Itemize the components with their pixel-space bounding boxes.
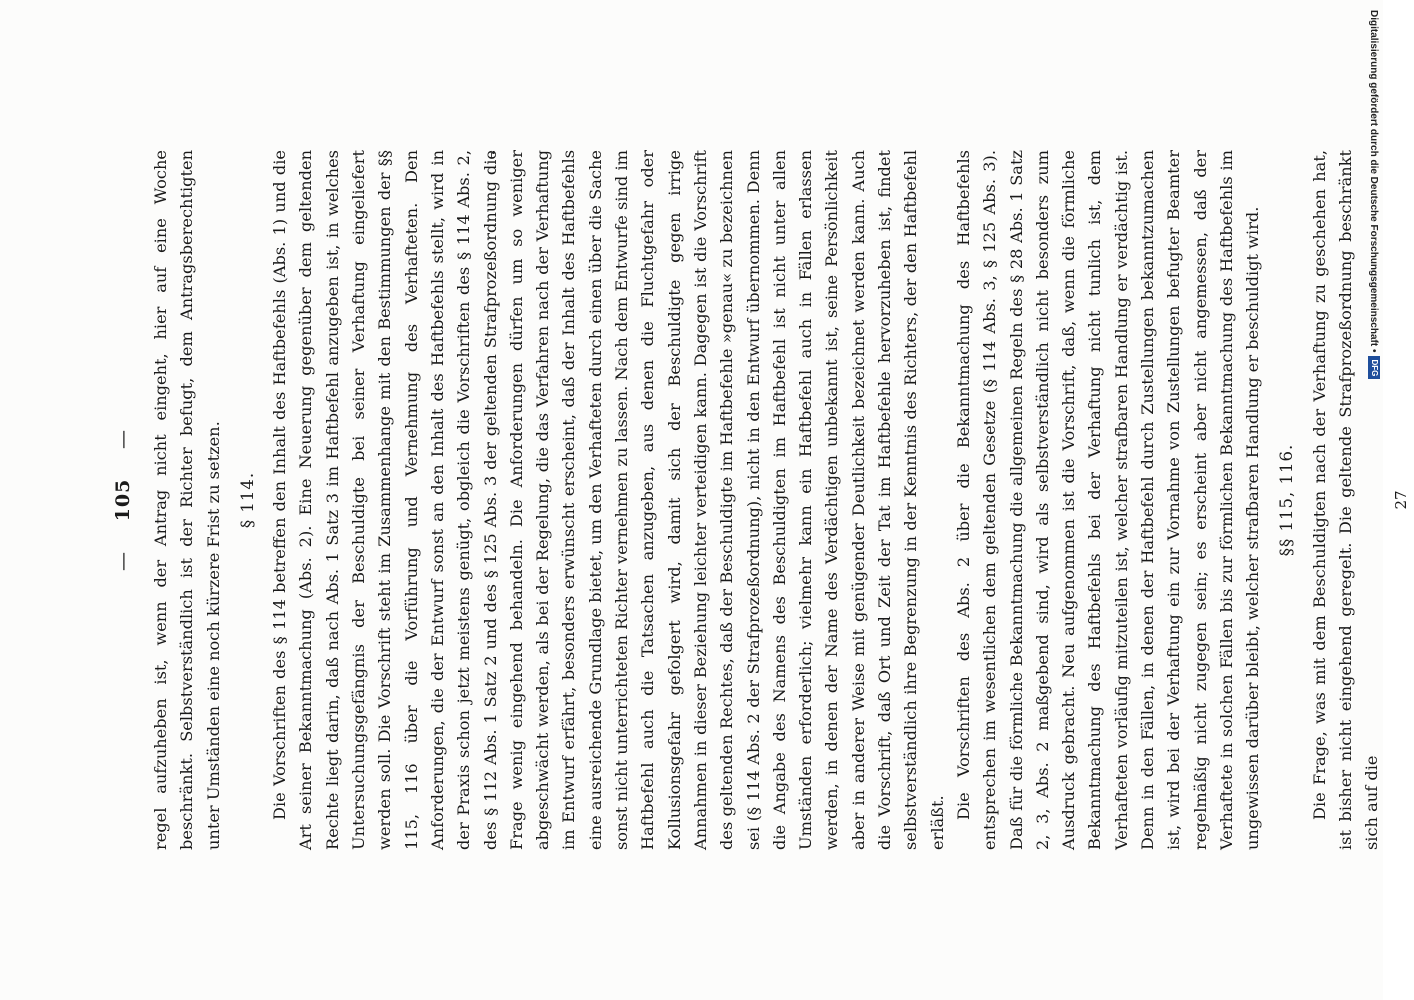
dfg-logo: DFG (1368, 356, 1380, 379)
printer-signature: 27 (1391, 490, 1410, 510)
paragraph-115-1: Die Frage, was mit dem Beschuldigten nach der Verhaftung zu geschehen hat, ist bisher nicht eingehend geregelt. Die geltende Strafprozeßordnung beschränkt sich auf die (1309, 150, 1382, 850)
dfg-credit-strip (1369, 10, 1383, 990)
page-number: 105 (112, 478, 134, 522)
paragraph-intro: regel aufzuheben ist, wenn der Antrag nicht eingeht, hier auf eine Woche beschränkt. Selbstverständlich ist der Richter befugt, dem Antragsberechtigten unter Umständen eine noch kürzere Frist zu setzen. (151, 150, 223, 850)
section-heading-115-116: §§ 115, 116. (1277, 443, 1297, 557)
dfg-credit (1367, 10, 1381, 990)
section-heading-114: § 114. (237, 471, 257, 529)
page-header (110, 150, 148, 850)
paragraph-114-2: Die Vorschriften des Abs. 2 über die Bekanntmachung des Haftbefehls entsprechen im wesentlichen dem geltenden Gesetze (§ 114 Abs. 3, § 125 Abs. 3). Daß für die förmliche Bekanntmachung die allgemeinen Regeln des § 28 Abs. 1 Satz 2, 3, Abs. 2 maßgebend sind, wird als selbstverständlich nicht besonders zum Ausdruck gebracht. Neu aufgenommen ist die Vorschrift, daß, wenn die förmliche Bekanntmachung des Haftbefehls bei der Verhaftung nicht tunlich ist, dem Verhafteten vorläufig mitzuteilen ist, welcher strafbaren Handlung er verdächtig ist. Denn in den Fällen, in denen der Haftbefehl durch Zustellungen bekanntzumachen ist, wird bei der Verhaftung ein zur Vornahme von Zustellungen befugter Beamter regelmäßig nicht zugegen sein; es erscheint aber nicht angemessen, daß der Verhaftete in solchen Fällen bis zur förmlichen Bekanntmachung des Haftbefehls im ungewissen darüber bleibt, welcher strafbaren Handlung er beschuldigt wird. (953, 150, 1263, 850)
header-dash-right: — (112, 429, 134, 450)
paragraph-114-1: Die Vorschriften des § 114 betreffen den Inhalt des Haftbefehls (Abs. 1) und die Art seiner Bekanntmachung (Abs. 2). Eine Neuerung gegenüber dem geltenden Rechte liegt darin, daß nach Abs. 1 Satz 3 im Haftbefehl anzugeben ist, in welches Untersuchungsgefängnis der Beschuldigte bei seiner Verhaftung eingeliefert werden soll. Die Vorschrift steht im Zusammenhange mit den Bestimmungen der §§ 115, 116 über die Vorführung und Vernehmung des Verhafteten. Den Anforderungen, die der Entwurf sonst an den Inhalt des Haftbefehls stellt, wird in der Praxis schon jetzt meistens genügt, obgleich die Vorschriften des § 114 Abs. 2, des § 112 Abs. 1 Satz 2 und des § 125 Abs. 3 der geltenden Strafprozeßordnung die Frage wenig eingehend behandeln. Die Anforderungen dürfen um so weniger abgeschwächt werden, als bei der Regelung, die das Verfahren nach der Verhaftung im Entwurf erfährt, besonders erwünscht erscheint, daß der Inhalt des Haftbefehls eine ausreichende Grundlage bietet, um den Verhafteten durch einen über die Sache sonst nicht unterrichteten Richter vernehmen zu lassen. Nach dem Entwurfe sind im Haftbefehl auch die Tatsachen anzugeben, aus denen die Fluchtgefahr oder Kollusionsgefahr gefolgert wird, damit sich der Beschuldigte gegen irrige Annahmen in dieser Beziehung leichter verteidigen kann. Dagegen ist die Vorschrift des geltenden Rechtes, daß der Beschuldigte im Haftbefehle »genau« zu bezeichnen sei (§ 114 Abs. 2 der Strafprozeßordnung), nicht in den Entwurf übernommen. Denn die Angabe des Namens des Beschuldigten im Haftbefehl ist nicht unter allen Umständen erforderlich; vielmehr kann ein Haftbefehl auch in Fällen erlassen werden, in denen der Name des Verdächtigen unbekannt ist, seine Persönlichkeit aber in anderer Weise mit genügender Deutlichkeit bezeichnet werden kann. Auch die Vorschrift, daß Ort und Zeit der Tat im Haftbefehle hervorzuheben ist, findet selbstverständlich ihre Begrenzung in der Kenntnis des Richters, der den Haftbefehl erläßt. (270, 150, 947, 850)
dfg-credit-text: Digitalisierung gefördert durch die Deutsche Forschungsgemeinschaft • (1368, 10, 1380, 353)
header-dash-left: — (112, 550, 134, 571)
